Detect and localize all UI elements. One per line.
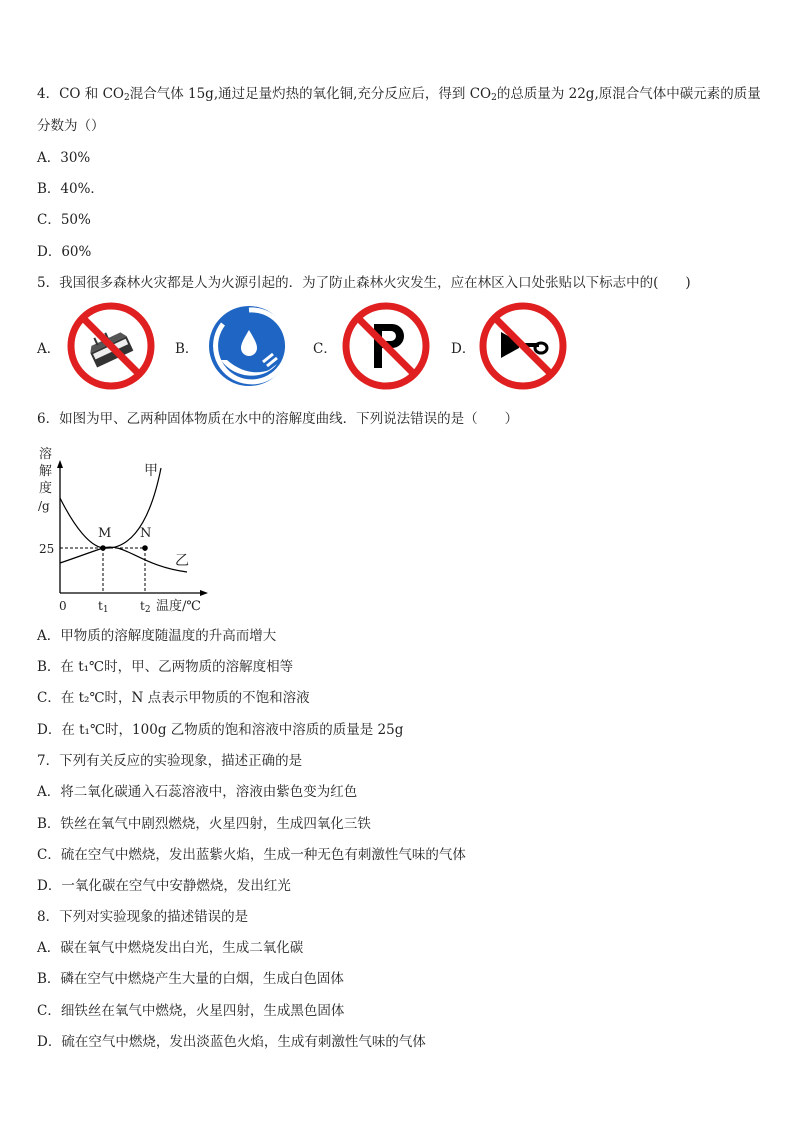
q7-option-c: C．硫在空气中燃烧，发出蓝紫火焰，生成一种无色有刺激性气味的气体 [37, 847, 466, 863]
q4-option-b: B．40%． [37, 181, 104, 197]
q5-option-b [175, 300, 295, 392]
graph-ylabel-1: 溶 [39, 447, 53, 462]
label-y25: 25 [39, 542, 55, 556]
x-axis-arrow-icon [200, 590, 208, 596]
q5-option-a [37, 300, 157, 392]
q5-option-c [313, 300, 438, 392]
q6-option-b: B．在 t₁℃时，甲、乙两物质的溶解度相等 [37, 659, 294, 675]
q6-stem: 6．如图为甲、乙两种固体物质在水中的溶解度曲线．下列说法错误的是（ ） [37, 411, 519, 427]
q4-stem-line1: 4．CO 和 $CO_2$混合气体 15g,通过足量灼热的氧化铜,充分反应后，得到 $CO_2$的总质量为 22g,原混合气体中碳元素的质量 [37, 86, 761, 103]
point-n [142, 545, 148, 551]
q4-option-a: A．30% [37, 150, 91, 166]
q6-option-d: D．在 t₁℃时，100g 乙物质的饱和溶液中溶质的质量是 25g [37, 722, 404, 738]
q4-option-c: C．50% [37, 212, 91, 228]
q5-stem: 5．我国很多森林火灾都是人为火源引起的．为了防止森林火灾发生，应在林区入口处张贴以下标志中的( ) [37, 275, 691, 291]
graph-ylabel-2: 解 [39, 464, 53, 479]
q8-stem: 8．下列对实验现象的描述错误的是 [37, 909, 249, 925]
water-saving-sign-icon [203, 300, 295, 392]
q6-option-c: C．在 t₂℃时，N 点表示甲物质的不饱和溶液 [37, 690, 310, 706]
q6-option-a: A．甲物质的溶解度随温度的升高而增大 [37, 628, 277, 644]
label-n: N [140, 526, 152, 541]
graph-ylabel-3: 度 [39, 481, 53, 496]
no-horn-sign-icon [477, 300, 569, 392]
q8-option-d: D．硫在空气中燃烧，发出淡蓝色火焰，生成有刺激性气味的气体 [37, 1034, 426, 1050]
label-origin: 0 [59, 599, 67, 613]
q8-option-b: B．磷在空气中燃烧产生大量的白烟，生成白色固体 [37, 971, 344, 987]
q4-option-d: D．60% [37, 244, 92, 260]
point-m [100, 545, 106, 551]
q5-label-b: B． [175, 341, 199, 357]
q5-label-d: D． [451, 341, 476, 357]
q5-label-c: C． [313, 341, 337, 357]
y-axis-arrow-icon [57, 460, 63, 468]
q7-stem: 7．下列有关反应的实验现象，描述正确的是 [37, 753, 303, 769]
q4-stem-line2: 分数为（） [37, 118, 105, 134]
no-matches-sign-icon [65, 300, 157, 392]
q5-option-d [451, 300, 591, 392]
label-t2: t2 [140, 599, 151, 615]
q8-option-a: A．碳在氧气中燃烧发出白光，生成二氧化碳 [37, 940, 304, 956]
q5-sign-options [37, 300, 597, 392]
label-t1: t1 [98, 599, 109, 615]
label-m: M [98, 526, 112, 541]
q7-option-b: B．铁丝在氧气中剧烈燃烧，火星四射，生成四氧化三铁 [37, 816, 371, 832]
label-jia: 甲 [144, 463, 158, 479]
label-xaxis: 温度/℃ [156, 599, 201, 614]
q8-option-c: C．细铁丝在氧气中燃烧，火星四射，生成黑色固体 [37, 1003, 345, 1019]
solubility-graph [30, 438, 220, 618]
graph-ylabel-4: /g [38, 499, 50, 513]
q5-label-a: A． [37, 341, 61, 357]
label-yi: 乙 [175, 553, 189, 569]
q7-option-d: D．一氧化碳在空气中安静燃烧，发出红光 [37, 878, 291, 894]
curve-yi [60, 547, 187, 572]
q7-option-a: A．将二氧化碳通入石蕊溶液中，溶液由紫色变为红色 [37, 784, 358, 800]
no-parking-sign-icon [340, 300, 432, 392]
